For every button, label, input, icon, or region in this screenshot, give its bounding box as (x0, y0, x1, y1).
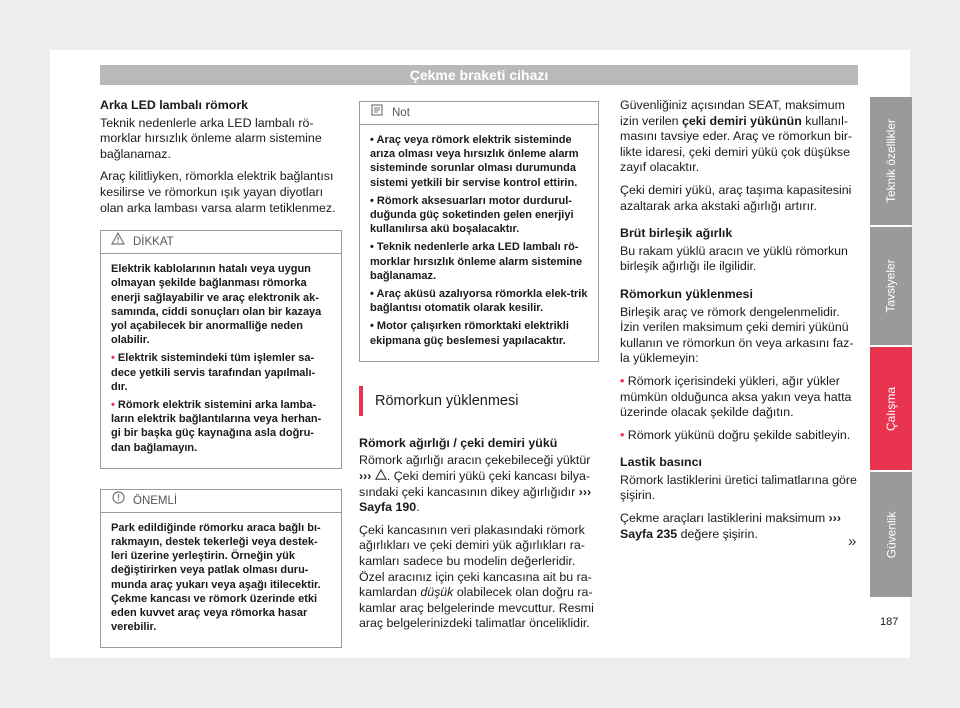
column-right (620, 98, 860, 549)
warning-triangle-icon (109, 231, 127, 253)
section-title: Römorkun yüklenmesi (359, 386, 599, 416)
important-box (100, 489, 342, 649)
page-reference-190[interactable]: ››› Sayfa 190 (359, 484, 592, 515)
tab-safety[interactable]: Güvenlik (870, 472, 912, 597)
note-title: Not (392, 107, 410, 119)
list-item: • Araç veya römork elektrik sisteminde arıza olması veya hırsızlık önleme alarm sisteminde sorunlar olması durumunda sistemi yetkili bir servise kontrol ettirin. (370, 134, 579, 189)
heading-led-trailer: Arka LED lambalı römork (100, 98, 249, 112)
page-reference-235[interactable]: ››› Sayfa 235 (620, 511, 842, 541)
paragraph: Çeki kancasının veri plakasındaki römork ağırlıkları ve çeki demiri yük ağırlıkları ra-kamları sadece bu modelin değerleridir. Özel aracınız için çeki kancasına ait bu ra-kamlardan düşük olabilecek olan doğru ra-kamlar araç belgelerinde mevcuttur. Resmi araç belgelerinizdeki talimatlar önceliklidir. (359, 522, 594, 631)
continue-arrow-icon: » (848, 533, 857, 550)
important-title: ÖNEMLİ (133, 494, 178, 507)
tab-technical[interactable]: Teknik özellikler (870, 97, 912, 225)
list-item: • Araç aküsü azalıyorsa römorkla elek-trik bağlantısı otomatik olarak kesilir. (370, 288, 588, 315)
warning-box-header (101, 231, 341, 254)
heading-trailer-weight: Römork ağırlığı / çeki demiri yükü (359, 435, 558, 450)
column-left (100, 98, 342, 648)
paragraph: Çeki demiri yükü, araç taşıma kapasitesini azaltarak arka akstaki ağırlığı artırır. (620, 182, 852, 213)
paragraph: Araç kilitliyken, römorkla elektrik bağlantısı kesilirse ve römorkun ışık yayan diyotları olan arka lambası varsa alarm tetiklenmez. (100, 169, 336, 215)
warning-box (100, 230, 342, 469)
list-item: • Römork aksesuarları motor durdurul-duğunda güç soketinden gelen enerjiyi kullanılırsa akü boşalacaktır. (370, 194, 574, 236)
note-box-header (360, 102, 598, 125)
list-item: • Elektrik sistemindeki tüm işlemler sa-dece yetkili servis tarafından yapılmalı-dır. (111, 352, 316, 393)
warning-title: DİKKAT (133, 236, 174, 249)
paragraph: Bu rakam yüklü aracın ve yüklü römorkun birleşik ağırlığı ile ilgilidir. (620, 243, 848, 274)
paragraph: Güvenliğiniz açısından SEAT, maksimum izin verilen çeki demiri yükünün kullanıl-masını tavsiye eder. Araç ve römorkun bir-likte idaresi, çeki demiri yükü çok düşükse zayıf olacaktır. (620, 98, 853, 175)
paragraph: Römork lastiklerini üretici talimatlarına göre şişirin. (620, 472, 857, 503)
tab-recommendations[interactable]: Tavsiyeler (870, 227, 912, 345)
note-body (360, 125, 598, 361)
column-middle (359, 101, 599, 639)
list-item: • Römork içerisindeki yükleri, ağır yükler mümkün olduğunca aksa yakın veya hatta üzerinde olacak şekilde dağıtın. (620, 373, 852, 420)
page-number: 187 (880, 616, 899, 628)
list-item: • Römork elektrik sistemini arka lamba-ların elektrik bağlantılarına veya herhan-gi bir başka güç kaynağına asla doğru-dan bağlamayın. (111, 398, 322, 454)
heading-gross-weight: Brüt birleşik ağırlık (620, 226, 733, 241)
paragraph: Birleşik araç ve römork dengelenmelidir. İzin verilen maksimum çeki demiri yükünü kullanın ve römorkun ön veya arkasını faz-la yüklemeyin: (620, 304, 854, 366)
info-circle-icon (109, 490, 127, 512)
page-header: Çekme braketi cihazı (100, 65, 858, 85)
heading-trailer-loading: Römorkun yüklenmesi (620, 286, 753, 301)
important-box-header (101, 490, 341, 513)
warning-triangle-icon (375, 469, 387, 483)
tab-operation[interactable]: Çalışma (870, 347, 912, 470)
important-body (101, 513, 341, 648)
important-text: Park edildiğinde römorku araca bağlı bı-rakmayın, destek tekerleği veya destek-leri üzerine yerleştirin. Örneğin yük değiştirirken veya patlak olması duru-munda araç yukarı veya aşağı itilecektir. Çekme kancası ve römork üzerinde etki eden kuvvet araç veya römorka hasar verebilir. (111, 521, 321, 634)
paragraph: Römork ağırlığı aracın çekebileceği yüktür ››› . Çeki demiri yükü çeki kancası bilya-sındaki çeki kancasının dikey ağırlığıdır ››› Sayfa 190. (359, 453, 592, 515)
note-box (359, 101, 599, 362)
list-item: • Teknik nedenlerle arka LED lambalı rö-morklar hırsızlık önleme alarm sistemine bağlanamaz. (370, 241, 583, 282)
list-item: • Motor çalışırken römorktaki elektrikli ekipmana güç beslemesi yapılacaktır. (370, 320, 569, 347)
cross-reference-arrows[interactable]: ››› (359, 469, 372, 484)
paragraph: Teknik nedenlerle arka LED lambalı rö-morklar hırsızlık önleme alarm sistemine bağlanamaz. (100, 115, 322, 161)
note-icon (368, 102, 386, 124)
paragraph: Çekme araçları lastiklerini maksimum ››› Sayfa 235 değere şişirin. (620, 511, 842, 541)
warning-intro: Elektrik kablolarının hatalı veya uygun olmayan şekilde bağlanması römorka enerji sağlayabilir ve araç elektronik ak-samında, ciddi sonuçları olan bir kazaya yol açabilecek bir anormalliğe neden olabilir. (111, 263, 322, 347)
list-item: • Römork yükünü doğru şekilde sabitleyin. (620, 427, 851, 442)
warning-body (101, 254, 341, 468)
heading-tire-pressure: Lastik basıncı (620, 455, 702, 470)
